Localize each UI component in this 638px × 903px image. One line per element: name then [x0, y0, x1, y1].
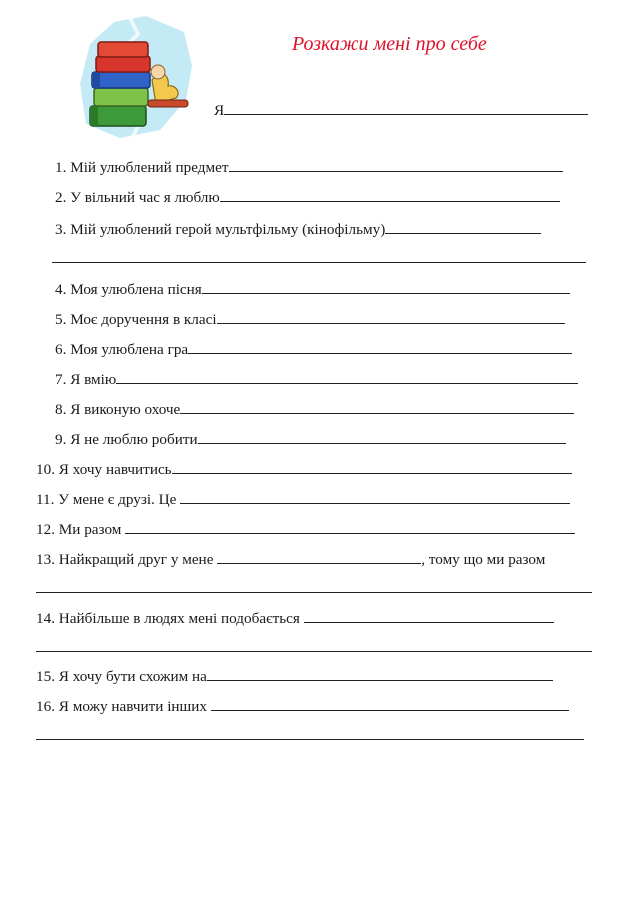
answer-continuation-line[interactable]	[36, 739, 584, 740]
item-6	[55, 339, 572, 359]
answer-blank[interactable]	[304, 608, 554, 623]
item-label: 16. Я можу навчити інших	[36, 698, 207, 715]
item-12	[36, 519, 575, 539]
item-1	[55, 157, 563, 177]
answer-blank[interactable]	[125, 519, 575, 534]
item-5	[55, 309, 565, 329]
answer-blank[interactable]	[220, 187, 560, 202]
item-label: 11. У мене є друзі. Це	[36, 491, 177, 508]
item-14	[36, 608, 554, 628]
answer-continuation-line[interactable]	[52, 262, 586, 263]
friend-name-blank[interactable]	[217, 549, 421, 564]
answer-blank[interactable]	[202, 279, 570, 294]
answer-blank[interactable]	[229, 157, 563, 172]
item-label: 14. Найбільше в людях мені подобається	[36, 610, 300, 627]
item-label: 2. У вільний час я люблю	[55, 189, 220, 206]
answer-blank[interactable]	[172, 459, 572, 474]
item-13	[36, 549, 545, 569]
item-label: 1. Мій улюблений предмет	[55, 159, 229, 176]
item-10	[36, 459, 572, 479]
intro-label: Я	[214, 102, 225, 119]
worksheet-title: Розкажи мені про себе	[292, 33, 487, 55]
answer-blank[interactable]	[207, 666, 553, 681]
item-15	[36, 666, 553, 686]
books-clipart-icon	[76, 14, 194, 142]
item-label: 15. Я хочу бути схожим на	[36, 668, 207, 685]
answer-continuation-line[interactable]	[36, 592, 592, 593]
answer-blank[interactable]	[180, 399, 574, 414]
answer-blank[interactable]	[198, 429, 566, 444]
answer-blank[interactable]	[116, 369, 578, 384]
item-4	[55, 279, 570, 299]
item-label: 6. Моя улюблена гра	[55, 341, 189, 358]
item-11	[36, 489, 570, 509]
item-7	[55, 369, 578, 389]
item-label: 12. Ми разом	[36, 521, 122, 538]
item-label: 9. Я не люблю робити	[55, 431, 198, 448]
item-suffix: , тому що ми разом	[421, 551, 546, 568]
item-label: 7. Я вмію	[55, 371, 117, 388]
answer-blank[interactable]	[217, 309, 565, 324]
item-label: 8. Я виконую охоче	[55, 401, 181, 418]
intro-blank[interactable]	[224, 100, 588, 115]
item-label: 4. Моя улюблена пісня	[55, 281, 202, 298]
answer-blank[interactable]	[385, 219, 541, 234]
item-16	[36, 696, 569, 716]
item-3	[55, 219, 541, 239]
item-8	[55, 399, 574, 419]
answer-blank[interactable]	[188, 339, 572, 354]
item-9	[55, 429, 566, 449]
item-label: 3. Мій улюблений герой мультфільму (кінофільму)	[55, 221, 386, 238]
answer-continuation-line[interactable]	[36, 651, 592, 652]
item-2	[55, 187, 560, 207]
item-label: 13. Найкращий друг у мене	[36, 551, 214, 568]
item-label: 5. Моє доручення в класі	[55, 311, 217, 328]
item-label: 10. Я хочу навчитись	[36, 461, 172, 478]
answer-blank[interactable]	[211, 696, 569, 711]
answer-blank[interactable]	[180, 489, 570, 504]
intro-line	[214, 100, 588, 120]
